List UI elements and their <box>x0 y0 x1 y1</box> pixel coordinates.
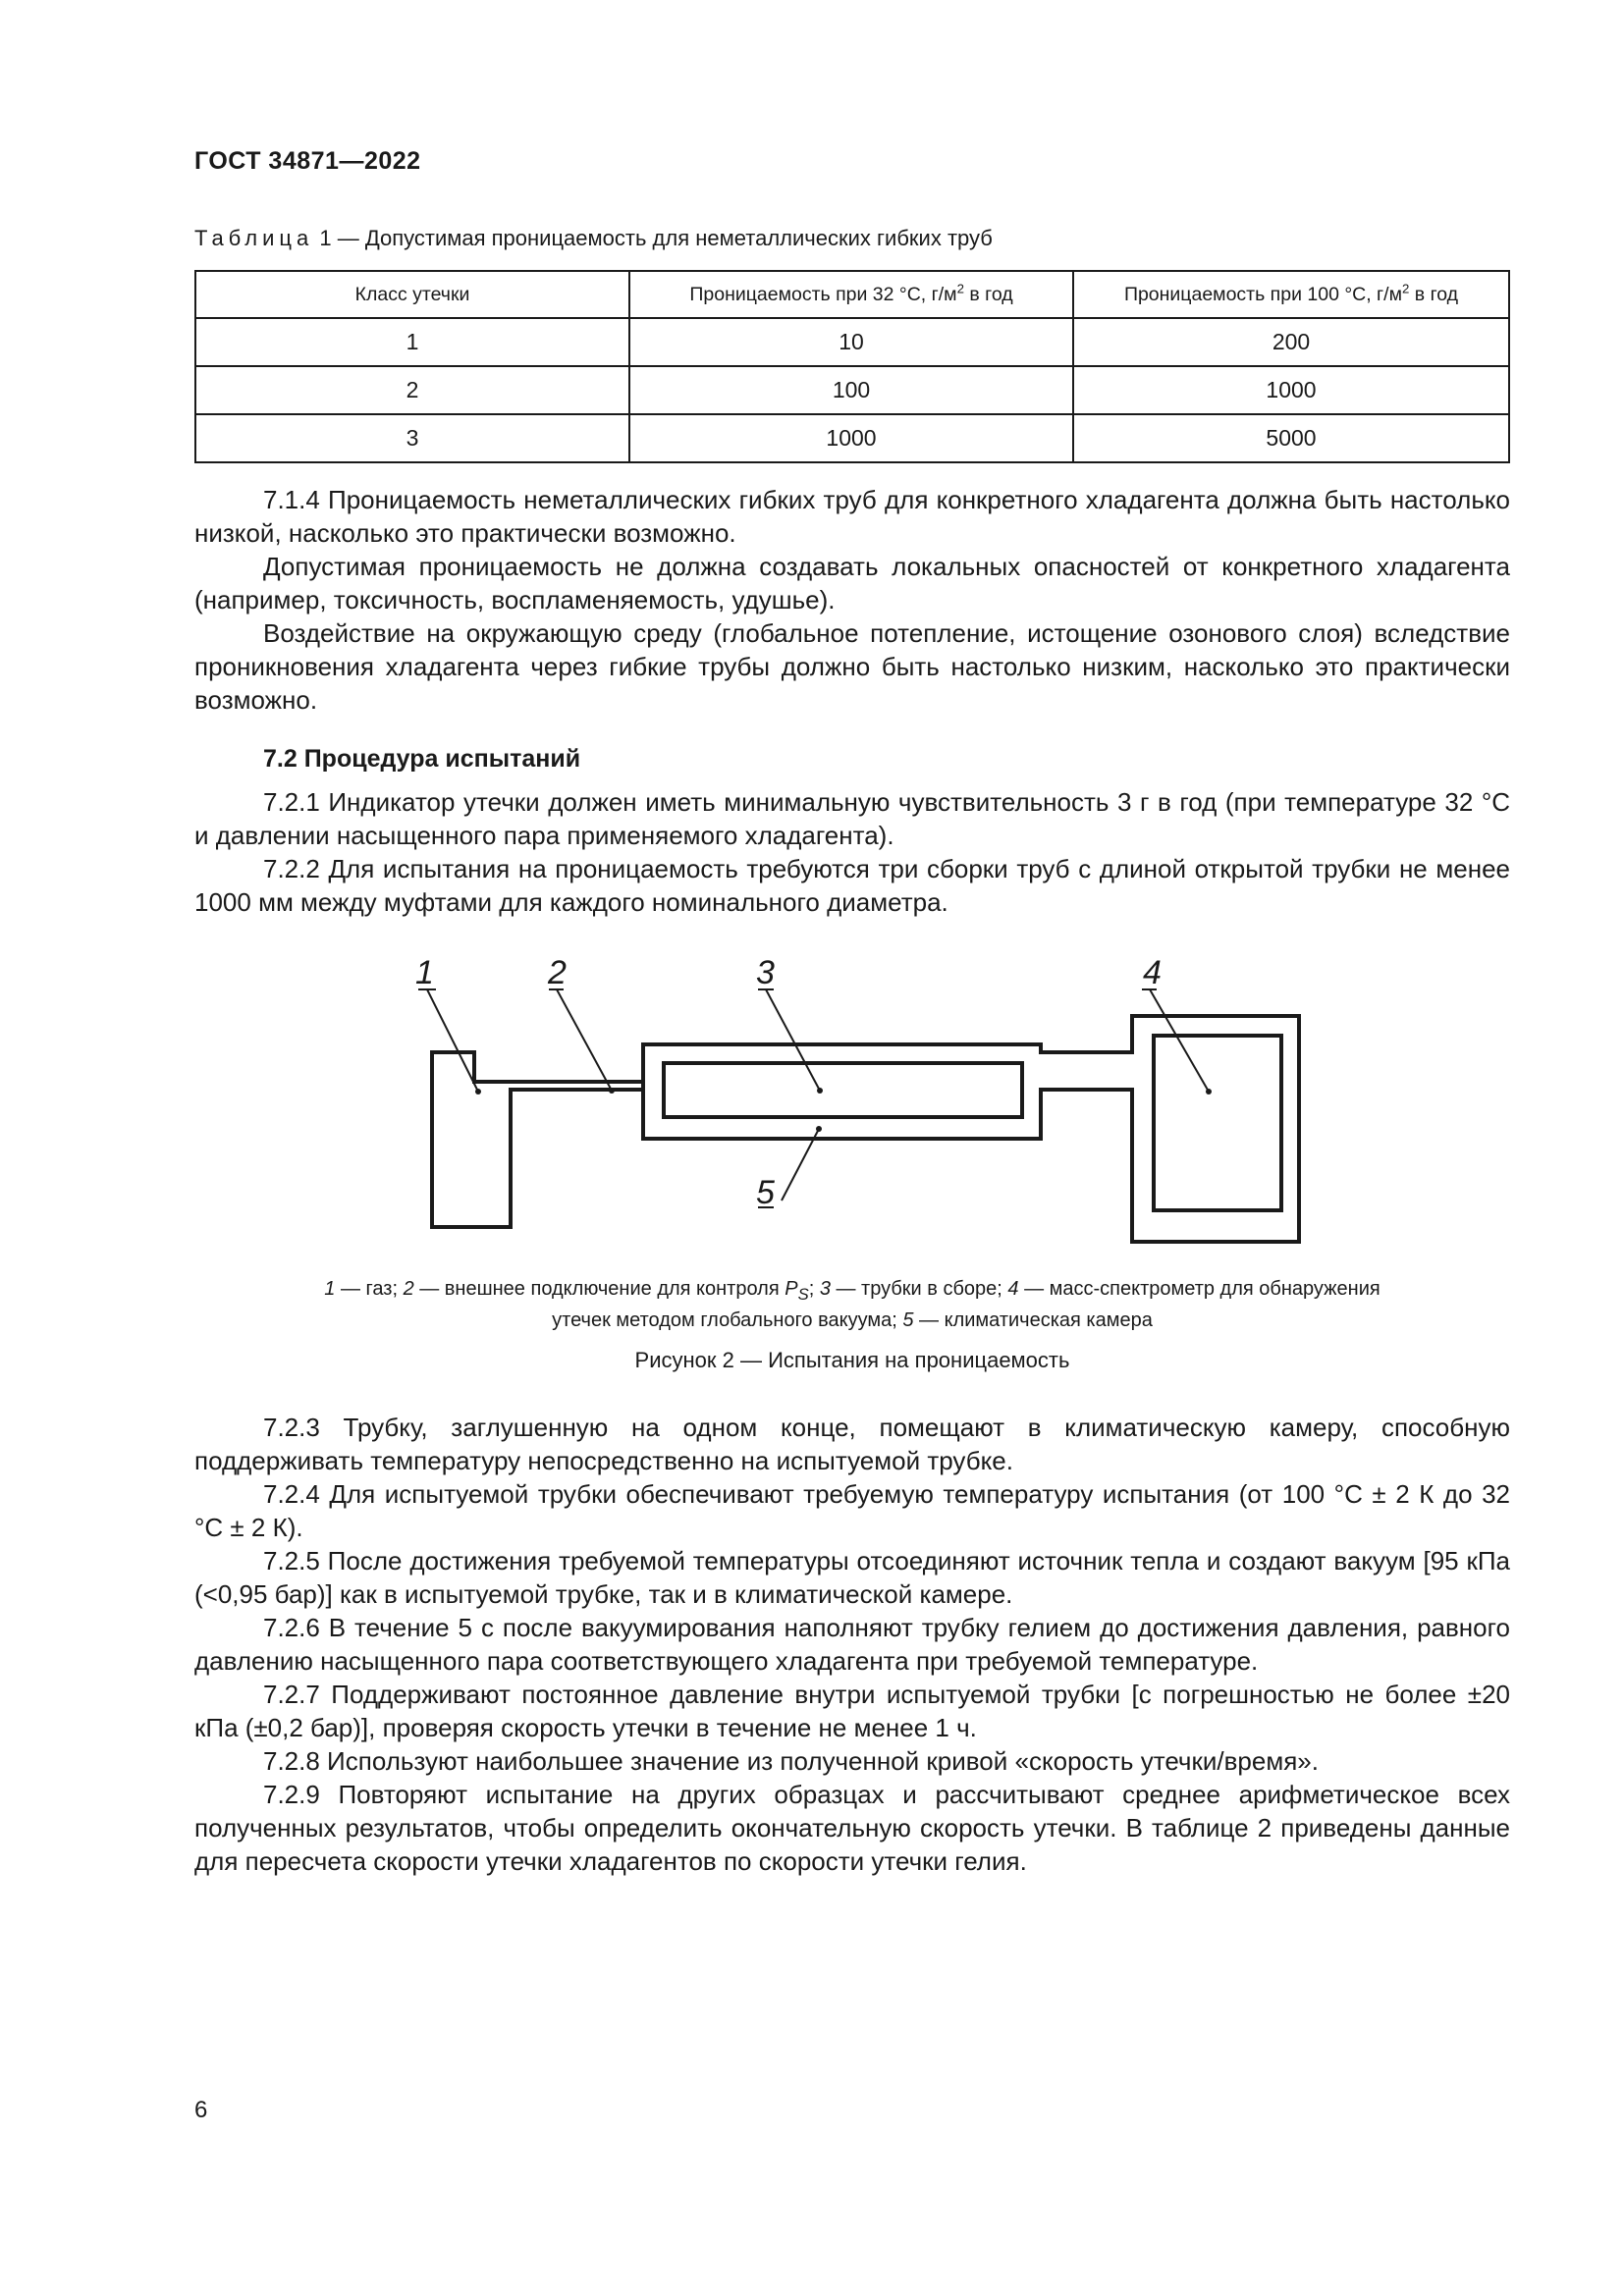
legend-num-2: 2 <box>403 1278 414 1300</box>
col-header-perm-100-text: Проницаемость при 100 °С, г/м <box>1123 283 1402 305</box>
legend-text-3: — трубки в сборе; <box>830 1278 1008 1300</box>
legend-text-5: — климатическая камера <box>913 1309 1153 1331</box>
cell-leak-class: 2 <box>195 366 629 414</box>
section-heading-7-2: 7.2 Процедура испытаний <box>263 745 581 773</box>
cell-perm-32: 1000 <box>629 414 1073 462</box>
table-row <box>195 318 1509 366</box>
climatic-chamber-shape <box>643 1016 1299 1242</box>
section-7-2 <box>194 742 1510 919</box>
legend-text-2b: ; <box>808 1278 820 1300</box>
paragraph-7-1-4: 7.1.4 Проницаемость неметаллических гибких труб для конкретного хладагента должна быть настолько низкой, насколько это практически возможно. <box>194 485 1510 548</box>
figure-label-1: 1 <box>415 954 434 991</box>
table-header-row <box>195 271 1509 318</box>
figure-caption: Рисунок 2 — Испытания на проницаемость <box>634 1348 1070 1372</box>
paragraph-permeability-hazards: Допустимая проницаемость не должна создавать локальных опасностей от конкретного хладагента (например, токсичность, воспламеняемость, удушье). <box>194 552 1510 614</box>
legend-text-1: — газ; <box>335 1278 404 1300</box>
cell-perm-32: 10 <box>629 318 1073 366</box>
cell-perm-100: 200 <box>1073 318 1509 366</box>
legend-ps-symbol: P <box>785 1278 798 1300</box>
leader-line-1 <box>418 989 478 1092</box>
col-header-perm-32-text: Проницаемость при 32 °С, г/м <box>689 283 957 305</box>
col-header-perm-100-sup: 2 <box>1402 281 1410 296</box>
legend-ps-subscript: S <box>797 1285 809 1304</box>
col-header-leak-class: Класс утечки <box>195 271 629 318</box>
gas-source-shape <box>432 1052 643 1227</box>
legend-text-4: — масс-спектрометр для обнаружения <box>1018 1278 1380 1300</box>
cell-perm-100: 1000 <box>1073 366 1509 414</box>
section-7-2-continued <box>194 1411 1510 1878</box>
figure-label-4: 4 <box>1143 954 1162 991</box>
paragraph-7-2-8: 7.2.8 Используют наибольшее значение из полученной кривой «скорость утечки/время». <box>263 1746 1319 1776</box>
leader-line-3 <box>758 989 820 1091</box>
figure-label-5: 5 <box>756 1174 775 1211</box>
tube-assembly-shape <box>664 1063 1022 1117</box>
table-caption-label: Таблица <box>194 226 314 250</box>
leader-line-2 <box>549 989 612 1091</box>
paragraph-environment-impact: Воздействие на окружающую среду (глобальное потепление, истощение озонового слоя) вследствие проникновения хладагента через гибкие трубы должно быть настолько низким, насколько это практически возможно. <box>194 618 1510 715</box>
table-caption <box>194 226 993 251</box>
figure-label-2: 2 <box>548 954 567 991</box>
figure-legend-line-1 <box>194 1276 1510 1308</box>
paragraph-7-2-6: 7.2.6 В течение 5 с после вакуумирования наполняют трубку гелием до достижения давления, равного давлению насыщенного пара соответствующего хладагента при требуемой температуре. <box>194 1613 1510 1676</box>
paragraph-7-2-4: 7.2.4 Для испытуемой трубки обеспечивают требуемую температуру испытания (от 100 °С ± 2 К до 32 °С ± 2 К). <box>194 1479 1510 1542</box>
mass-spectrometer-shape <box>1154 1036 1281 1210</box>
section-7-1-4 <box>194 483 1510 717</box>
cell-perm-100: 5000 <box>1073 414 1509 462</box>
paragraph-7-2-9: 7.2.9 Повторяют испытание на других образцах и рассчитывают среднее арифметическое всех полученных результатов, чтобы определить окончательную скорость утечки. В таблице 2 приведены данные для пересчета скорости утечки хладагентов по скорости утечки гелия. <box>194 1780 1510 1876</box>
col-header-perm-100-suffix: в год <box>1409 283 1459 305</box>
legend-num-5: 5 <box>902 1309 914 1331</box>
page-number: 6 <box>194 2097 208 2123</box>
permeability-table <box>194 270 1510 463</box>
col-header-perm-32-sup: 2 <box>956 281 964 296</box>
paragraph-7-2-3: 7.2.3 Трубку, заглушенную на одном конце, помещают в климатическую камеру, способную поддерживать температуру непосредственно на испытуемой трубке. <box>194 1413 1510 1475</box>
document-header: ГОСТ 34871—2022 <box>194 147 421 175</box>
legend-num-4: 4 <box>1007 1278 1019 1300</box>
col-header-perm-32 <box>629 271 1073 318</box>
cell-leak-class: 3 <box>195 414 629 462</box>
table-row <box>195 414 1509 462</box>
col-header-perm-100 <box>1073 271 1509 318</box>
paragraph-7-2-1: 7.2.1 Индикатор утечки должен иметь минимальную чувствительность 3 г в год (при температуре 32 °С и давлении насыщенного пара применяемого хладагента). <box>194 787 1510 850</box>
legend-text-4b: утечек методом глобального вакуума; <box>552 1309 903 1331</box>
col-header-perm-32-suffix: в год <box>963 283 1013 305</box>
permeability-test-diagram <box>194 942 1510 1266</box>
table-row <box>195 366 1509 414</box>
legend-num-1: 1 <box>324 1278 336 1300</box>
paragraph-7-2-7: 7.2.7 Поддерживают постоянное давление внутри испытуемой трубки [с погрешностью не более ±20 кПа (±0,2 бар)], проверяя скорость утечки в течение не менее 1 ч. <box>194 1680 1510 1742</box>
legend-text-2: — внешнее подключение для контроля <box>413 1278 785 1300</box>
figure-legend <box>194 1276 1510 1334</box>
figure-label-3: 3 <box>756 954 775 991</box>
figure-legend-line-2 <box>194 1308 1510 1334</box>
cell-perm-32: 100 <box>629 366 1073 414</box>
table-caption-text: 1 — Допустимая проницаемость для неметаллических гибких труб <box>313 226 993 250</box>
paragraph-7-2-2: 7.2.2 Для испытания на проницаемость требуются три сборки труб с длиной открытой трубки не менее 1000 мм между муфтами для каждого номинального диаметра. <box>194 854 1510 917</box>
paragraph-7-2-5: 7.2.5 После достижения требуемой температуры отсоединяют источник тепла и создают вакуум [95 кПа (<0,95 бар)] как в испытуемой трубке, так и в климатической камере. <box>194 1546 1510 1609</box>
cell-leak-class: 1 <box>195 318 629 366</box>
legend-num-3: 3 <box>819 1278 831 1300</box>
